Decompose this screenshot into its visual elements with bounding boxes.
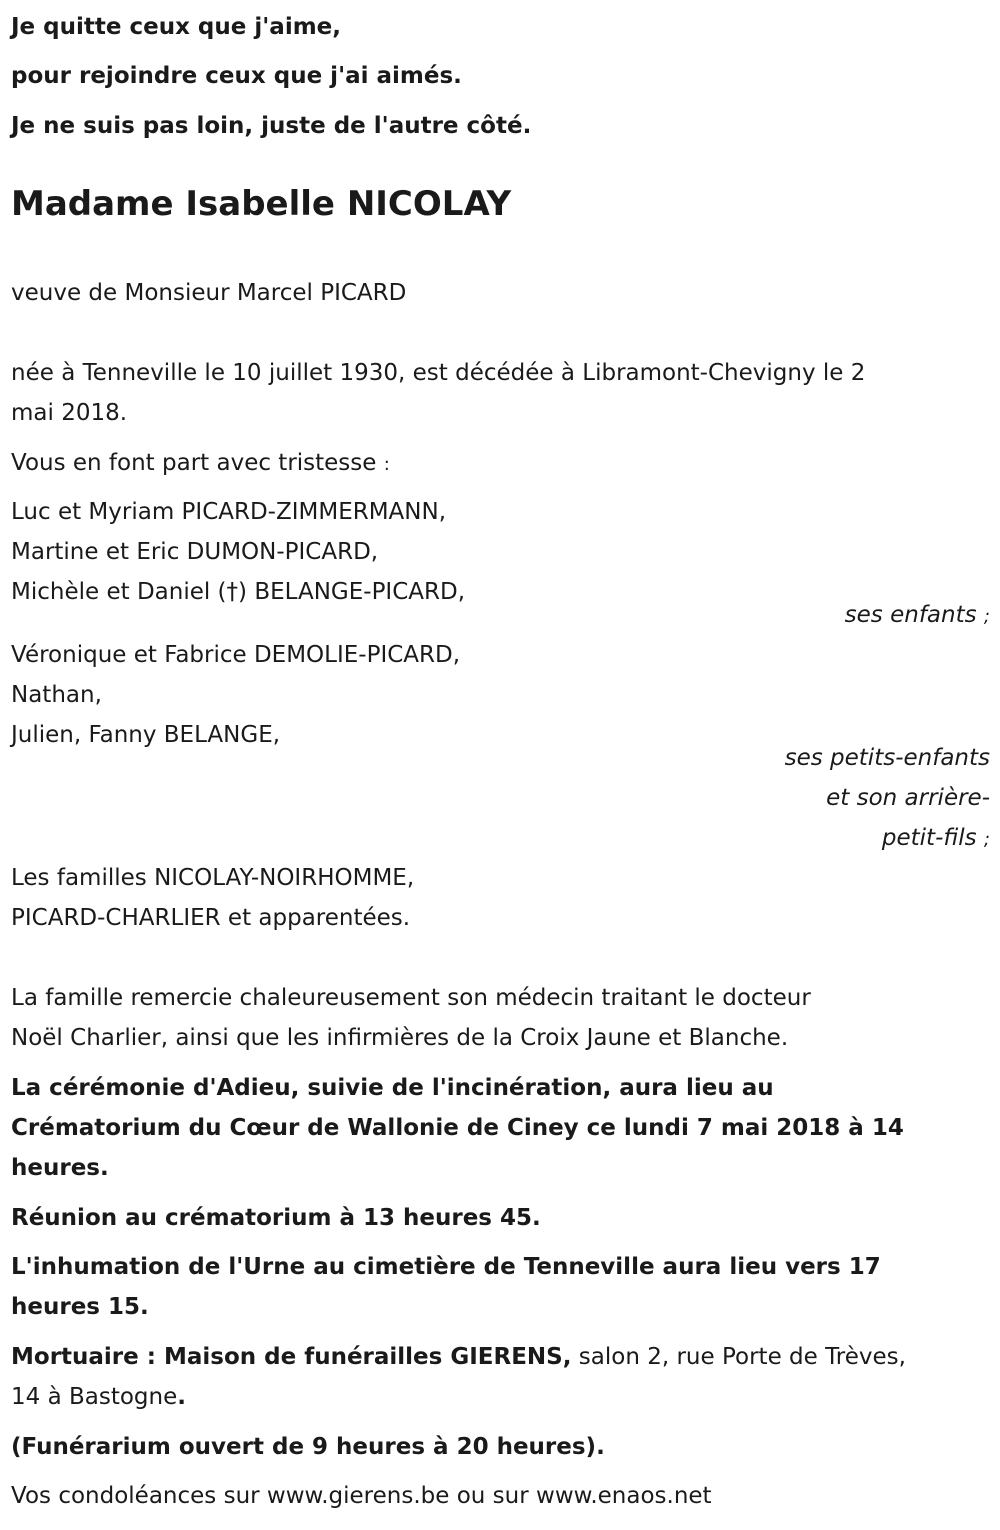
- grandchildren-role-line-2: et son arrière-: [826, 785, 990, 811]
- grandchildren-role-line-1: ses petits-enfants: [784, 745, 990, 771]
- birth-death-line-2: mai 2018.: [11, 400, 128, 426]
- mortuary-end: .: [177, 1384, 187, 1410]
- grandchildren-line-2: Nathan,: [11, 682, 102, 708]
- poem-line-3: Je ne suis pas loin, juste de l'autre côté.: [11, 113, 532, 139]
- meeting-line: Réunion au crématorium à 13 heures 45.: [11, 1205, 541, 1231]
- families-line-1: Les familles NICOLAY-NOIRHOMME,: [11, 865, 415, 891]
- mortuary-rest: salon 2, rue Porte de Trèves,: [571, 1344, 906, 1370]
- ceremony-line-1: La cérémonie d'Adieu, suivie de l'incinération, aura lieu au: [11, 1075, 774, 1101]
- children-role-semicolon: ;: [983, 606, 990, 627]
- mortuary-address: 14 à Bastogne: [11, 1384, 178, 1410]
- children-role-text: ses enfants: [844, 602, 977, 628]
- announce-colon: :: [383, 454, 390, 475]
- thanks-line-1: La famille remercie chaleureusement son médecin traitant le docteur: [11, 985, 811, 1011]
- burial-line-2: heures 15.: [11, 1294, 149, 1320]
- mortuary-line-1: [11, 1344, 906, 1370]
- grandchildren-role-text: petit-fils: [881, 825, 977, 851]
- grandchildren-line-1: Véronique et Fabrice DEMOLIE-PICARD,: [11, 642, 461, 668]
- announce-text: Vous en font part avec tristesse: [11, 450, 377, 476]
- children-line-3: Michèle et Daniel (†) BELANGE-PICARD,: [11, 579, 466, 605]
- burial-line-1: L'inhumation de l'Urne au cimetière de Tenneville aura lieu vers 17: [11, 1254, 881, 1280]
- deceased-name: Madame Isabelle NICOLAY: [11, 184, 512, 224]
- condolences-line: Vos condoléances sur www.gierens.be ou sur www.enaos.net: [11, 1483, 712, 1509]
- poem-line-1: Je quitte ceux que j'aime,: [11, 14, 342, 40]
- ceremony-line-2: Crématorium du Cœur de Wallonie de Ciney ce lundi 7 mai 2018 à 14: [11, 1115, 904, 1141]
- birth-death-line-1: née à Tenneville le 10 juillet 1930, est décédée à Libramont-Chevigny le 2: [11, 360, 866, 386]
- children-line-1: Luc et Myriam PICARD-ZIMMERMANN,: [11, 499, 447, 525]
- grandchildren-role-semicolon: ;: [983, 829, 990, 850]
- announce-line: [11, 450, 390, 478]
- spouse-line: veuve de Monsieur Marcel PICARD: [11, 280, 407, 306]
- grandchildren-line-3: Julien, Fanny BELANGE,: [11, 722, 281, 748]
- ceremony-line-3: heures.: [11, 1155, 109, 1181]
- poem-line-2: pour rejoindre ceux que j'ai aimés.: [11, 63, 462, 89]
- children-line-2: Martine et Eric DUMON-PICARD,: [11, 539, 379, 565]
- children-role: [845, 602, 990, 630]
- thanks-line-2: Noël Charlier, ainsi que les infirmières de la Croix Jaune et Blanche.: [11, 1025, 789, 1051]
- funerarium-hours: (Funérarium ouvert de 9 heures à 20 heures).: [11, 1434, 605, 1460]
- mortuary-bold: Mortuaire : Maison de funérailles GIERENS,: [11, 1344, 572, 1370]
- grandchildren-role-line-3: [882, 825, 990, 853]
- families-line-2: PICARD-CHARLIER et apparentées.: [11, 905, 411, 931]
- mortuary-line-2: [11, 1384, 186, 1410]
